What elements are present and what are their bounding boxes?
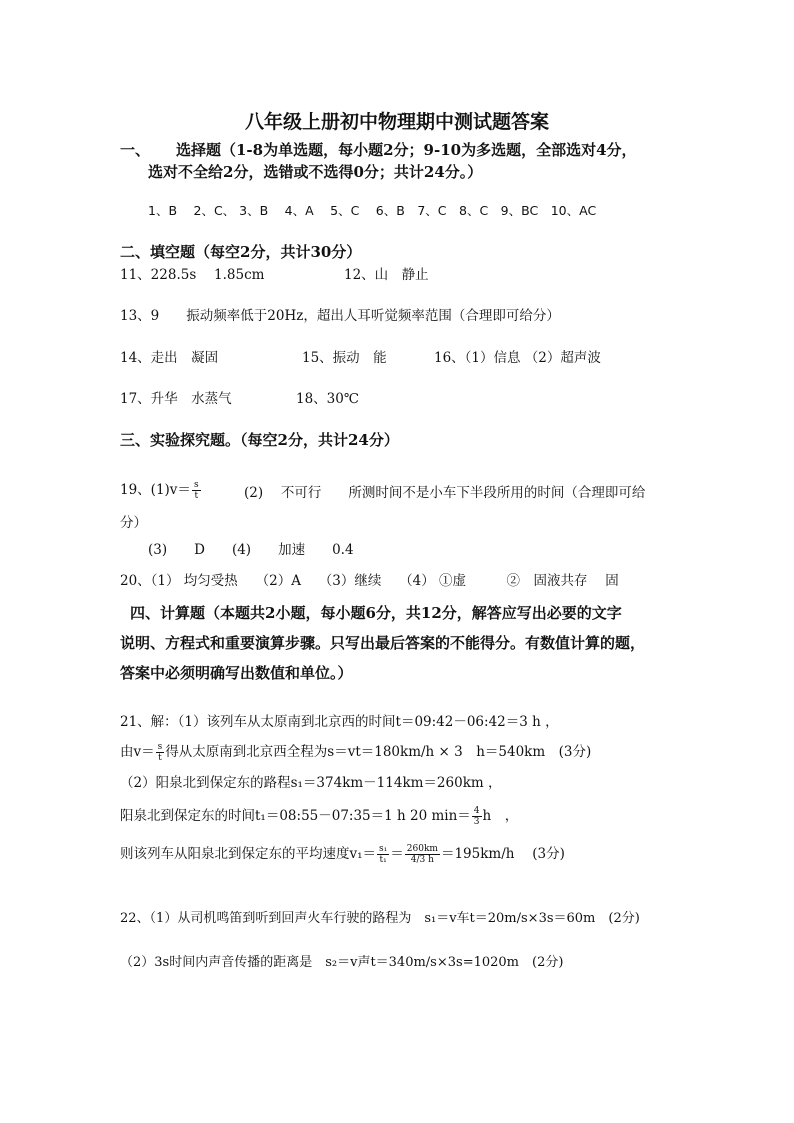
answer-17: 17、升华 水蒸气 bbox=[120, 391, 232, 407]
fraction-denominator: t₁ bbox=[379, 855, 387, 865]
fraction-numerator: s₁ bbox=[379, 844, 388, 854]
answer-21-line5-end: ＝195km/h (3分) bbox=[440, 846, 565, 862]
fraction-denominator: t bbox=[158, 753, 162, 763]
answer-11: 11、228.5s 1.85cm bbox=[120, 267, 265, 283]
fraction-denominator: 4/3 h bbox=[410, 855, 434, 865]
answer-21-line2-prefix: 由v＝ bbox=[120, 744, 155, 760]
answer-21-line4-text: 阳泉北到保定东的时间t₁＝08:55－07:35＝1 h 20 min＝ bbox=[120, 808, 471, 824]
fraction-denominator: 3 bbox=[473, 817, 480, 827]
answer-19-part2: (2) 不可行 所测时间不是小车下半段所用的时间（合理即可给 bbox=[244, 485, 646, 501]
fraction-denominator: t bbox=[194, 491, 199, 501]
answer-21-line4-end: h ， bbox=[482, 808, 519, 824]
answer-14: 14、走出 凝固 bbox=[120, 350, 219, 366]
answer-19-line2: (3) D (4) 加速 0.4 bbox=[148, 542, 354, 558]
answer-19-fraction bbox=[192, 480, 201, 501]
speed-fraction-1 bbox=[377, 844, 389, 865]
fraction-numerator: s bbox=[157, 742, 163, 752]
answer-19-continuation: 分） bbox=[120, 515, 147, 531]
section-3-heading: 三、实验探究题。（每空2分，共计24分） bbox=[120, 431, 399, 449]
answer-21-line2 bbox=[120, 742, 591, 763]
answer-21-line4 bbox=[120, 806, 518, 827]
answer-21-line5-prefix: 则该列车从阳泉北到保定东的平均速度v₁＝ bbox=[120, 846, 377, 862]
page-title: 八年级上册初中物理期中测试题答案 bbox=[244, 111, 549, 133]
answer-19-prefix: 19、(1)v＝ bbox=[120, 482, 191, 498]
section-4-heading-line2: 说明、方程式和重要演算步骤。只写出最后答案的不能得分。有数值计算的题， bbox=[120, 634, 646, 652]
answer-21-line1: 21、解：（1）该列车从太原南到北京西的时间t＝09:42－06:42＝3 h ， bbox=[120, 714, 559, 730]
section-1-heading-line2: 选对不全给2分，选错或不选得0分；共计24分。） bbox=[148, 163, 483, 181]
fraction-numerator: s bbox=[193, 480, 199, 490]
answer-21-line5: 则该列车从阳泉北到保定东的平均速度v₁＝ $\frac{\text{s₁}}{\text{t₁}}$ ＝ $\frac{260km}{4/3 h}$ ＝195km/h (3分) bbox=[120, 844, 565, 865]
answer-13: 13、9 振动频率低于20Hz，超出人耳听觉频率范围（合理即可给分） bbox=[120, 308, 560, 324]
section-1-number: 一、 bbox=[120, 141, 151, 159]
answer-15: 15、振动 能 bbox=[302, 350, 387, 366]
answer-19-formula bbox=[120, 480, 202, 501]
answer-16: 16、（1）信息 （2）超声波 bbox=[434, 350, 601, 366]
answer-22-line2: （2）3s时间内声音传播的距离是 s₂＝v声t＝340m/s×3s=1020m (2分) bbox=[120, 955, 564, 970]
answer-21-line2-rest: 得从太原南到北京西全程为s＝vt＝180km/h × 3 h＝540km (3分) bbox=[165, 744, 592, 760]
section-1-heading-line1: 选择题（1-8为单选题，每小题2分；9-10为多选题，全部选对4分， bbox=[176, 141, 637, 159]
answer-21-line3: （2）阳泉北到保定东的路程s₁＝374km－114km＝260km ， bbox=[120, 775, 502, 791]
fraction-numerator: 260km bbox=[406, 844, 438, 854]
answer-18: 18、30℃ bbox=[296, 391, 359, 407]
fraction-numerator: 4 bbox=[473, 806, 480, 816]
section-4-heading-line1: 四、计算题（本题共2小题，每小题6分，共12分，解答应写出必要的文字 bbox=[130, 604, 622, 622]
answer-22-line1: 22、（1）从司机鸣笛到听到回声火车行驶的路程为 s₁＝v车t＝20m/s×3s＝60m (2分) bbox=[120, 911, 640, 926]
answer-12: 12、山 静止 bbox=[344, 267, 429, 283]
velocity-fraction bbox=[156, 742, 165, 763]
speed-fraction-2 bbox=[405, 844, 440, 865]
section-4-heading-line3: 答案中必须明确写出数值和单位。） bbox=[120, 664, 353, 682]
section-1-answers: 1、B 2、C、 3、B 4、A 5、C 6、B 7、C 8、C 9、BC 10、AC bbox=[148, 203, 597, 218]
time-fraction bbox=[472, 806, 482, 827]
answer-20: 20、（1） 均匀受热 （2）A （3）继续 （4） ①虚 ② 固液共存 固 bbox=[120, 573, 619, 589]
section-2-heading: 二、填空题（每空2分，共计30分） bbox=[120, 243, 362, 261]
